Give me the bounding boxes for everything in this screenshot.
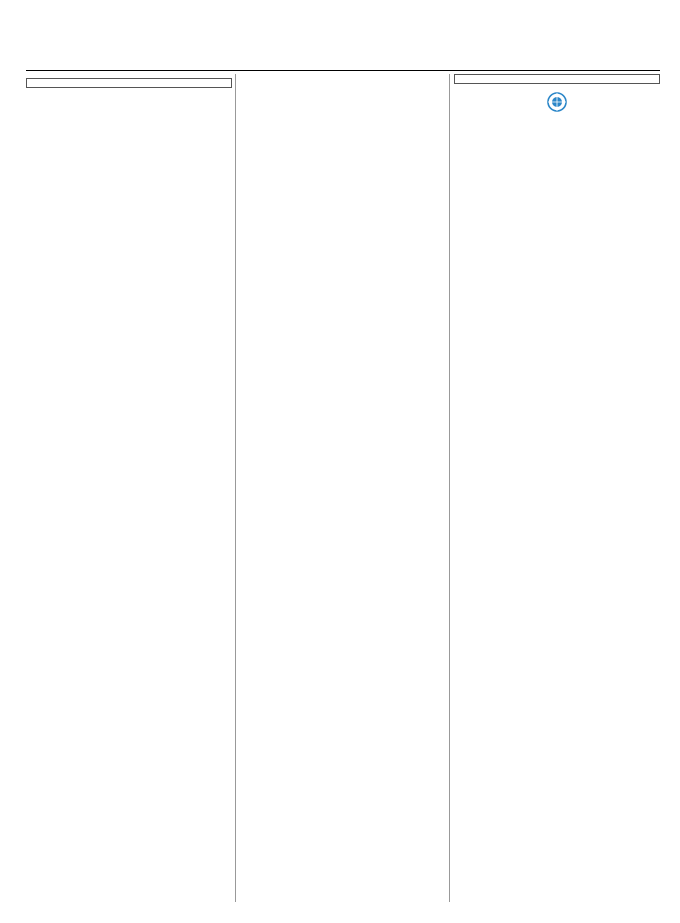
column-divider bbox=[449, 74, 450, 902]
previdencia-seal-icon bbox=[536, 90, 578, 124]
page-header bbox=[26, 34, 660, 68]
column-3 bbox=[454, 74, 660, 904]
sergipe-previdencia-logo bbox=[454, 90, 660, 124]
column-2 bbox=[240, 74, 446, 904]
section-heading-sergas bbox=[26, 78, 232, 88]
column-divider bbox=[235, 74, 236, 902]
column-1 bbox=[26, 74, 232, 904]
header-rule bbox=[26, 70, 660, 71]
section-heading-sergipe-previdencia bbox=[454, 74, 660, 84]
